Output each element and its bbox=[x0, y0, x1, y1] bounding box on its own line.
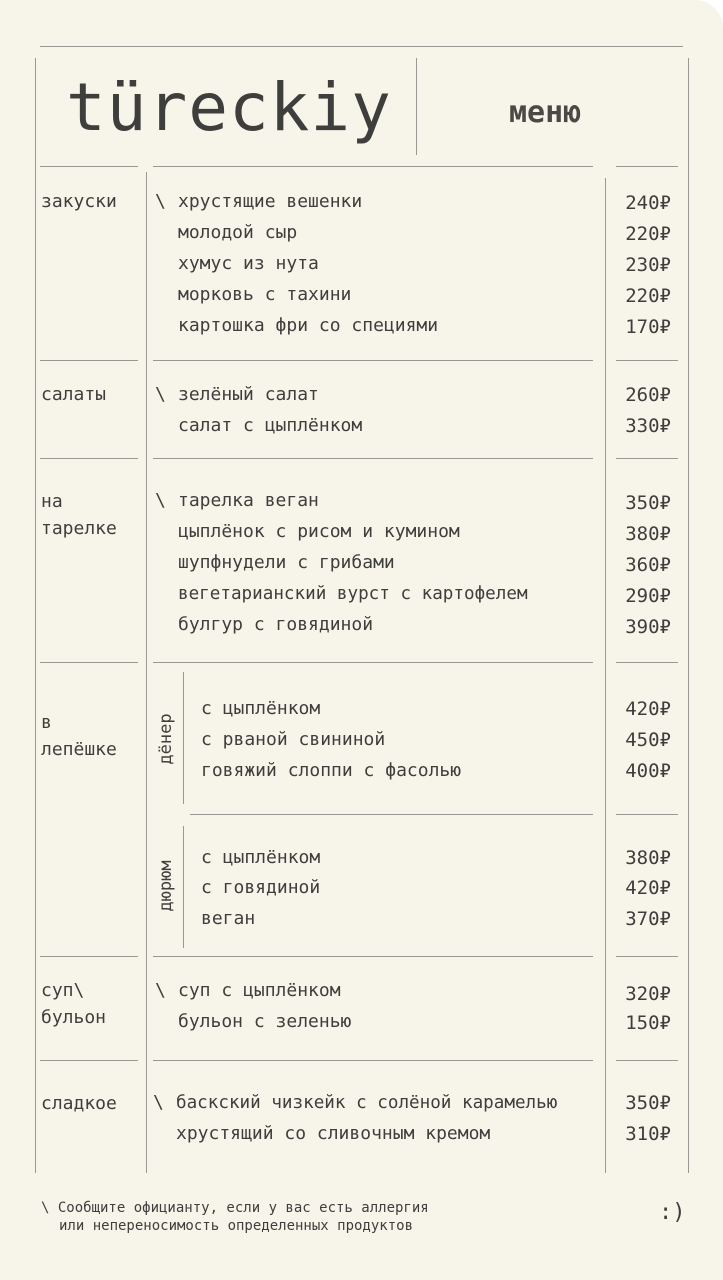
menu-item-price: 420₽ bbox=[625, 877, 671, 899]
menu-item-price: 220₽ bbox=[625, 285, 671, 307]
menu-item-price: 150₽ bbox=[625, 1012, 671, 1034]
menu-item-name: баскский чизкейк с солёной карамелью bbox=[176, 1093, 558, 1113]
menu-item-name: салат с цыплёнком bbox=[178, 415, 363, 436]
menu-item-name: с говядиной bbox=[201, 877, 321, 898]
menu-item-price: 370₽ bbox=[625, 908, 671, 930]
menu-item-name: вегетарианский вурст с картофелем bbox=[178, 584, 528, 604]
separator bbox=[616, 360, 678, 361]
separator bbox=[616, 662, 678, 663]
slash-marker: \ bbox=[155, 490, 166, 511]
menu-item-price: 290₽ bbox=[625, 585, 671, 607]
menu-item-name: шупфнудели с грибами bbox=[178, 552, 395, 573]
subgroup-rule bbox=[183, 672, 184, 804]
menu-item-price: 350₽ bbox=[625, 1092, 671, 1114]
header-divider bbox=[416, 58, 417, 155]
right-outer-rule bbox=[688, 58, 689, 1173]
separator bbox=[153, 360, 593, 361]
menu-item-name: веган bbox=[201, 908, 256, 929]
separator bbox=[190, 814, 593, 815]
slash-marker: \ bbox=[155, 191, 166, 212]
menu-item-name: морковь с тахини bbox=[178, 284, 352, 305]
menu-item-price: 400₽ bbox=[625, 760, 671, 782]
menu-item-price: 310₽ bbox=[625, 1123, 671, 1145]
category-label: салаты bbox=[41, 384, 107, 405]
separator bbox=[40, 956, 138, 957]
menu-item-name: с цыплёнком bbox=[201, 698, 321, 719]
separator bbox=[616, 1060, 678, 1061]
category-label: суп\ бульон bbox=[41, 980, 107, 1028]
separator bbox=[153, 956, 593, 957]
menu-item-name: хрустящий со сливочным кремом bbox=[176, 1123, 491, 1144]
allergy-note: или непереносимость определенных продуктов bbox=[59, 1218, 414, 1234]
slash-marker: \ bbox=[155, 384, 166, 405]
menu-item-price: 390₽ bbox=[625, 616, 671, 638]
separator bbox=[40, 166, 138, 167]
separator bbox=[616, 814, 678, 815]
category-label: сладкое bbox=[41, 1093, 117, 1114]
menu-item-name: хумус из нута bbox=[178, 253, 319, 274]
menu-item-price: 420₽ bbox=[625, 698, 671, 720]
menu-item-name: с цыплёнком bbox=[201, 847, 321, 868]
subgroup-label: дюрюм bbox=[156, 860, 176, 912]
menu-item-name: бульон с зеленью bbox=[178, 1011, 352, 1032]
separator bbox=[153, 662, 593, 663]
menu-item-price: 380₽ bbox=[625, 847, 671, 869]
slash-marker: \ bbox=[153, 1092, 164, 1113]
category-label: закуски bbox=[41, 191, 117, 212]
menu-item-price: 450₽ bbox=[625, 729, 671, 751]
brand-title: türeckiy bbox=[66, 69, 392, 146]
separator bbox=[40, 360, 138, 361]
subgroup-rule bbox=[183, 826, 184, 948]
menu-item-name: цыплёнок с рисом и кумином bbox=[178, 521, 460, 542]
category-label: в лепёшке bbox=[41, 712, 117, 760]
subgroup-label: дёнер bbox=[156, 713, 176, 765]
menu-item-price: 230₽ bbox=[625, 254, 671, 276]
separator bbox=[153, 166, 593, 167]
menu-item-price: 240₽ bbox=[625, 192, 671, 214]
menu-item-name: молодой сыр bbox=[178, 222, 298, 243]
smiley: :) bbox=[659, 1200, 686, 1225]
allergy-note: \ Сообщите официанту, если у вас есть аллергия bbox=[41, 1200, 429, 1216]
separator bbox=[153, 1060, 593, 1061]
menu-item-name: говяжий слоппи с фасолью bbox=[201, 760, 462, 781]
category-column-rule bbox=[146, 172, 147, 1173]
slash-marker: \ bbox=[155, 980, 166, 1001]
menu-item-price: 220₽ bbox=[625, 223, 671, 245]
separator bbox=[40, 1060, 138, 1061]
separator bbox=[153, 458, 593, 459]
separator bbox=[616, 458, 678, 459]
left-outer-rule bbox=[35, 58, 36, 1173]
menu-label: меню bbox=[509, 95, 582, 130]
separator bbox=[616, 956, 678, 957]
price-column-rule bbox=[605, 178, 606, 1173]
top-rule bbox=[40, 46, 683, 47]
menu-item-name: булгур с говядиной bbox=[178, 614, 374, 635]
menu-item-name: с рваной свининой bbox=[201, 729, 386, 750]
menu-item-name: тарелка веган bbox=[178, 490, 319, 511]
menu-item-name: хрустящие вешенки bbox=[178, 191, 363, 212]
menu-item-price: 170₽ bbox=[625, 316, 671, 338]
menu-item-name: суп с цыплёнком bbox=[178, 980, 341, 1001]
menu-item-name: картошка фри со специями bbox=[178, 315, 439, 336]
menu-item-price: 260₽ bbox=[625, 384, 671, 406]
separator bbox=[40, 662, 138, 663]
separator bbox=[40, 458, 138, 459]
separator bbox=[616, 166, 678, 167]
menu-item-price: 320₽ bbox=[625, 983, 671, 1005]
menu-item-name: зелёный салат bbox=[178, 384, 319, 405]
menu-item-price: 330₽ bbox=[625, 415, 671, 437]
category-label: на тарелке bbox=[41, 491, 117, 539]
menu-item-price: 380₽ bbox=[625, 523, 671, 545]
menu-item-price: 360₽ bbox=[625, 554, 671, 576]
menu-item-price: 350₽ bbox=[625, 492, 671, 514]
